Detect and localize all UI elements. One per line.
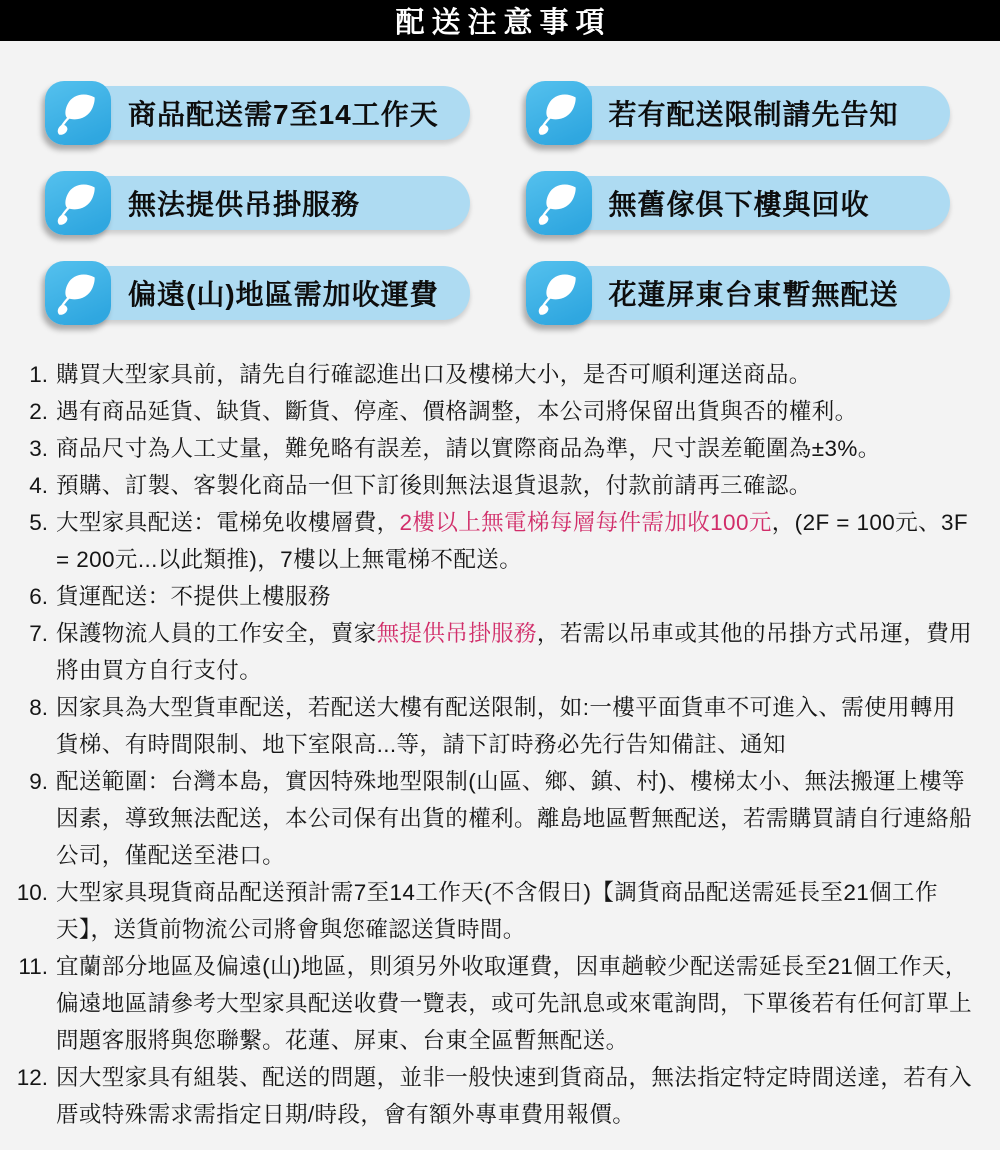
note-number: 11. (18, 954, 48, 979)
note-text (56, 874, 974, 948)
leaf-icon (526, 81, 592, 145)
note-item (0, 356, 974, 393)
note-item (0, 504, 974, 578)
note-segment: 預購、訂製、客製化商品一但下訂後則無法退貨退款，付款前請再三確認。 (56, 473, 812, 498)
note-segment: 因大型家具有組裝、配送的問題，並非一般快速到貨商品，無法指定特定時間送達，若有入厝或特殊需求需指定日期/時段，會有額外專車費用報價。 (56, 1065, 973, 1127)
note-text (56, 615, 974, 689)
page-title: 配送注意事項 (395, 7, 612, 39)
note-number: 6. (29, 584, 48, 609)
note-segment: 保護物流人員的工作安全，賣家 (56, 621, 377, 646)
badge-label: 若有配送限制請先告知 (556, 86, 951, 140)
delivery-badge (45, 171, 470, 235)
delivery-badge (45, 261, 470, 325)
badge-label: 無舊傢俱下樓與回收 (556, 176, 951, 230)
note-segment: 遇有商品延貨、缺貨、斷貨、停產、價格調整，本公司將保留出貨與否的權利。 (56, 399, 858, 424)
note-number: 9. (29, 769, 48, 794)
note-segment: ，(2F = 100元、3F = 200元...以此類推)，7樓以上無電梯不配送。 (56, 510, 969, 572)
note-number: 10. (16, 880, 48, 905)
note-item (0, 615, 974, 689)
note-segment: 宜蘭部分地區及偏遠(山)地區，則須另外收取運費，因車趟較少配送需延長至21個工作天，偏遠地區請參考大型家具配送收費一覽表，或可先訊息或來電詢問，下單後若有任何訂單上問題客服將與您聯繫。花蓮、屏東、台東全區暫無配送。 (56, 954, 973, 1053)
note-text (56, 1059, 974, 1133)
badge-label: 無法提供吊掛服務 (75, 176, 470, 230)
note-segment: ，若需以吊車或其他的吊掛方式吊運，費用將由買方自行支付。 (56, 621, 973, 683)
note-item (0, 1059, 974, 1133)
note-number: 12. (16, 1065, 48, 1090)
note-text (56, 578, 974, 615)
notes-list (0, 325, 1000, 1133)
note-number: 2. (29, 399, 48, 424)
note-segment: 大型家具配送：電梯免收樓層費， (56, 510, 400, 535)
note-text (56, 504, 974, 578)
note-number: 7. (29, 621, 48, 646)
note-item (0, 948, 974, 1059)
note-item (0, 578, 974, 615)
delivery-badge (526, 81, 951, 145)
badge-grid (0, 41, 1000, 325)
note-item (0, 467, 974, 504)
note-text (56, 356, 974, 393)
note-segment: 商品尺寸為人工丈量，難免略有誤差，請以實際商品為準，尺寸誤差範圍為±3%。 (56, 436, 881, 461)
page-header (0, 0, 1000, 41)
note-item (0, 763, 974, 874)
delivery-badge (526, 261, 951, 325)
note-number: 8. (29, 695, 48, 720)
delivery-badge (526, 171, 951, 235)
note-item (0, 430, 974, 467)
note-item (0, 689, 974, 763)
note-segment-highlight: 2樓以上無電梯每層每件需加收100元 (399, 510, 772, 535)
note-number: 3. (29, 436, 48, 461)
note-item (0, 874, 974, 948)
leaf-icon (45, 171, 111, 235)
note-text (56, 689, 974, 763)
note-number: 1. (29, 362, 48, 387)
note-number: 4. (29, 473, 48, 498)
note-segment: 因家具為大型貨車配送，若配送大樓有配送限制，如:一樓平面貨車不可進入、需使用轉用貨梯、有時間限制、地下室限高...等，請下訂時務必先行告知備註、通知 (56, 695, 956, 757)
leaf-icon (45, 261, 111, 325)
leaf-icon (45, 81, 111, 145)
leaf-icon (526, 261, 592, 325)
note-segment: 貨運配送：不提供上樓服務 (56, 584, 331, 609)
note-segment: 配送範圍：台灣本島，實因特殊地型限制(山區、鄉、鎮、村)、樓梯太小、無法搬運上樓等因素，導致無法配送，本公司保有出貨的權利。離島地區暫無配送，若需購買請自行連絡船公司，僅配送至港口。 (56, 769, 973, 868)
note-text (56, 948, 974, 1059)
badge-label: 商品配送需7至14工作天 (75, 86, 470, 140)
note-text (56, 430, 974, 467)
note-text (56, 467, 974, 504)
badge-label: 偏遠(山)地區需加收運費 (75, 266, 470, 320)
badge-label: 花蓮屏東台東暫無配送 (556, 266, 951, 320)
delivery-badge (45, 81, 470, 145)
leaf-icon (526, 171, 592, 235)
note-text (56, 763, 974, 874)
note-number: 5. (29, 510, 48, 535)
note-segment: 購買大型家具前，請先自行確認進出口及樓梯大小，是否可順利運送商品。 (56, 362, 812, 387)
note-text (56, 393, 974, 430)
note-segment: 大型家具現貨商品配送預計需7至14工作天(不含假日)【調貨商品配送需延長至21個工作天】，送貨前物流公司將會與您確認送貨時間。 (56, 880, 938, 942)
note-item (0, 393, 974, 430)
note-segment-highlight: 無提供吊掛服務 (376, 621, 537, 646)
